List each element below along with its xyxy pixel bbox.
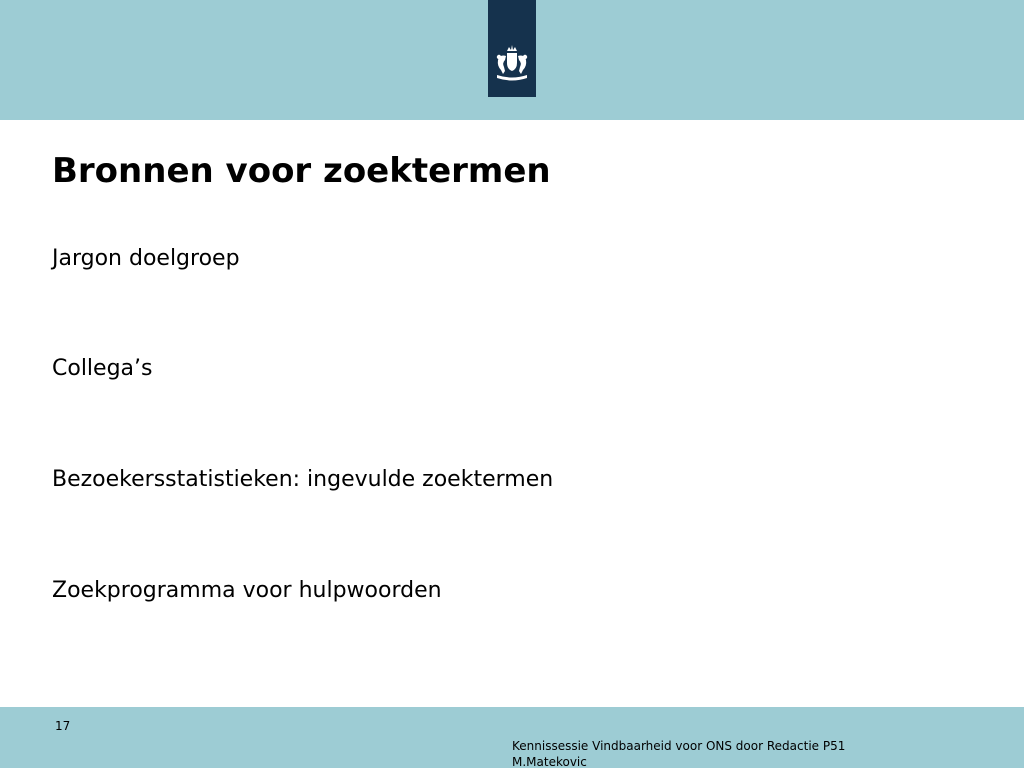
footer-line-1: Kennissessie Vindbaarheid voor ONS door Redactie P51 xyxy=(512,739,846,753)
list-item: Collega’s xyxy=(52,356,153,381)
footer-line-2: M.Matekovic xyxy=(512,755,587,768)
footer-text xyxy=(512,738,845,768)
list-item: Jargon doelgroep xyxy=(52,246,240,271)
list-item: Zoekprogramma voor hulpwoorden xyxy=(52,578,442,603)
slide-title: Bronnen voor zoektermen xyxy=(52,151,551,191)
page-number: 17 xyxy=(55,719,71,733)
logo-tab xyxy=(488,0,536,97)
list-item: Bezoekersstatistieken: ingevulde zoektermen xyxy=(52,467,554,492)
coat-of-arms-icon xyxy=(488,0,536,97)
